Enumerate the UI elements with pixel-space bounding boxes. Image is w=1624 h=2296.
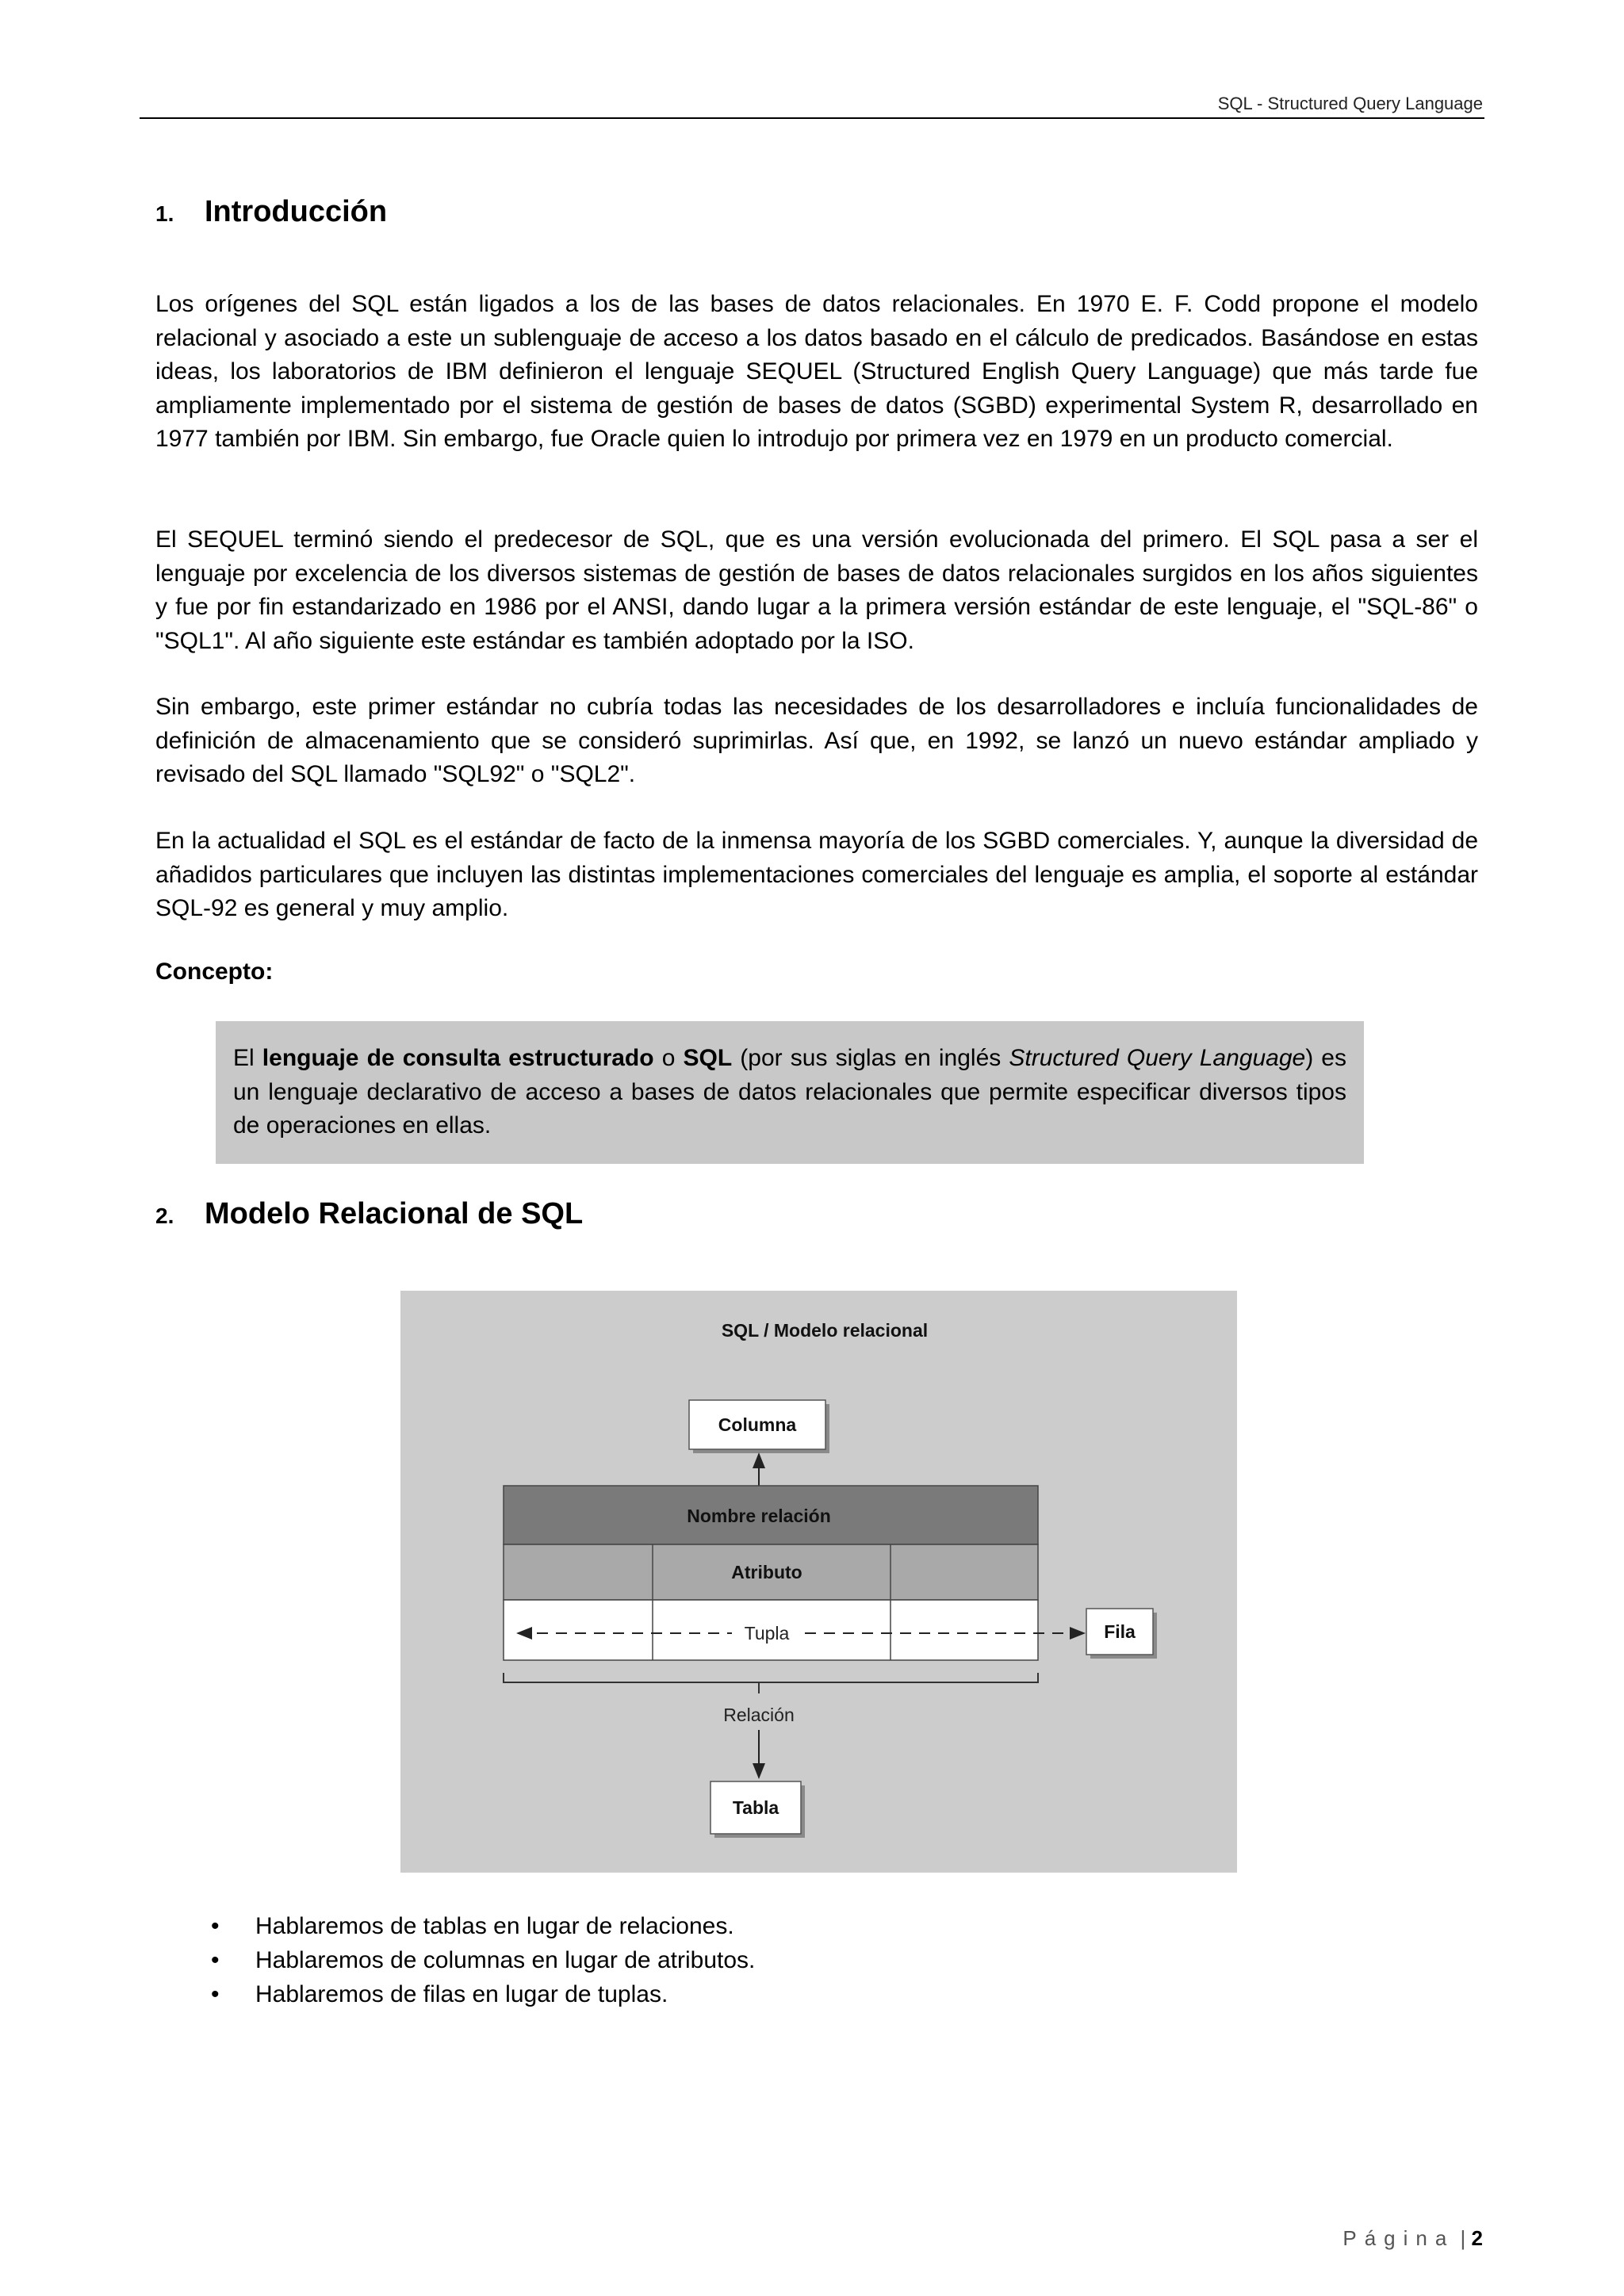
tabla-label: Tabla: [732, 1797, 779, 1818]
diagram-title: SQL / Modelo relacional: [721, 1320, 929, 1341]
paragraph-1: Los orígenes del SQL están ligados a los de las bases de datos relacionales. En 1970 E. F. Codd propone el modelo relacional y asociado a este un sublenguaje de acceso a los datos basado en el cálculo de predicados. Basándose en estas ideas, los laboratorios de IBM definieron el lenguaje SEQUEL (Structured English Query Language) que más tarde fue ampliamente implementado por el sistema de gestión de bases de datos (SGBD) experimental System R, desarrollado en 1977 también por IBM. Sin embargo, fue Oracle quien lo introdujo por primera vez en 1979 en un producto comercial.: [155, 291, 1478, 452]
header-rule: [140, 117, 1484, 119]
section-2-title: Modelo Relacional de SQL: [205, 1197, 584, 1230]
columna-label: Columna: [718, 1414, 797, 1435]
paragraph-3: Sin embargo, este primer estándar no cubría todas las necesidades de los desarrolladores e incluía funcionalidades de definición de almacenamiento que se consideró suprimirlas. Así que, en 1992, se lanzó un nuevo estándar ampliado y revisado del SQL llamado "SQL92" o "SQL2".: [155, 694, 1478, 787]
section-2-number: 2.: [155, 1203, 174, 1228]
concept-acronym: SQL: [683, 1045, 733, 1071]
relational-model-diagram: [400, 1291, 1237, 1873]
terminology-list: [206, 1909, 755, 2011]
tupla-label: Tupla: [744, 1623, 790, 1644]
section-2-heading: [155, 1197, 583, 1231]
list-item: • Hablaremos de tablas en lugar de relaciones.: [206, 1909, 755, 1943]
paragraph-2: El SEQUEL terminó siendo el predecesor de SQL, que es una versión evolucionada del primero. El SQL pasa a ser el lenguaje por excelencia de los diversos sistemas de gestión de bases de datos relacionales surgidos en los años siguientes y fue por fin estandarizado en 1986 por el ANSI, dando lugar a la primera versión estándar de este lenguaje, el "SQL-86" o "SQL1". Al año siguiente este estándar es también adoptado por la ISO.: [155, 526, 1478, 654]
concept-box: [216, 1021, 1364, 1164]
page-footer: Página | 2: [1342, 2226, 1483, 2250]
concept-english-name: Structured Query Language: [1009, 1045, 1306, 1071]
concept-text: El lenguaje de consulta estructurado o SQL (por sus siglas en inglés Structured Query Language) es un lenguaje declarativo de acceso a bases de datos relacionales que permite especificar diversos tipos de operaciones en ellas.: [233, 1045, 1346, 1138]
list-item: • Hablaremos de columnas en lugar de atributos.: [206, 1943, 755, 1977]
atributo-label: Atributo: [731, 1562, 802, 1582]
list-item: • Hablaremos de filas en lugar de tuplas.: [206, 1977, 755, 2011]
relacion-label: Relación: [723, 1705, 795, 1725]
fila-label: Fila: [1104, 1621, 1136, 1642]
concept-term: lenguaje de consulta estructurado: [262, 1045, 654, 1071]
page-number: 2: [1471, 2226, 1483, 2250]
nombre-relacion-label: Nombre relación: [687, 1506, 831, 1526]
section-1-heading: [155, 195, 387, 229]
paragraph-4: En la actualidad el SQL es el estándar de facto de la inmensa mayoría de los SGBD comerciales. Y, aunque la diversidad de añadidos particulares que incluyen las distintas implementaciones comerciales del lenguaje es amplia, el soporte al estándar SQL-92 es general y muy amplio.: [155, 828, 1478, 921]
page-word: Página: [1342, 2226, 1455, 2250]
section-1-number: 1.: [155, 201, 174, 226]
section-1-title: Introducción: [205, 195, 388, 228]
running-header: SQL - Structured Query Language: [1217, 94, 1483, 113]
concept-label: Concepto:: [155, 959, 274, 985]
